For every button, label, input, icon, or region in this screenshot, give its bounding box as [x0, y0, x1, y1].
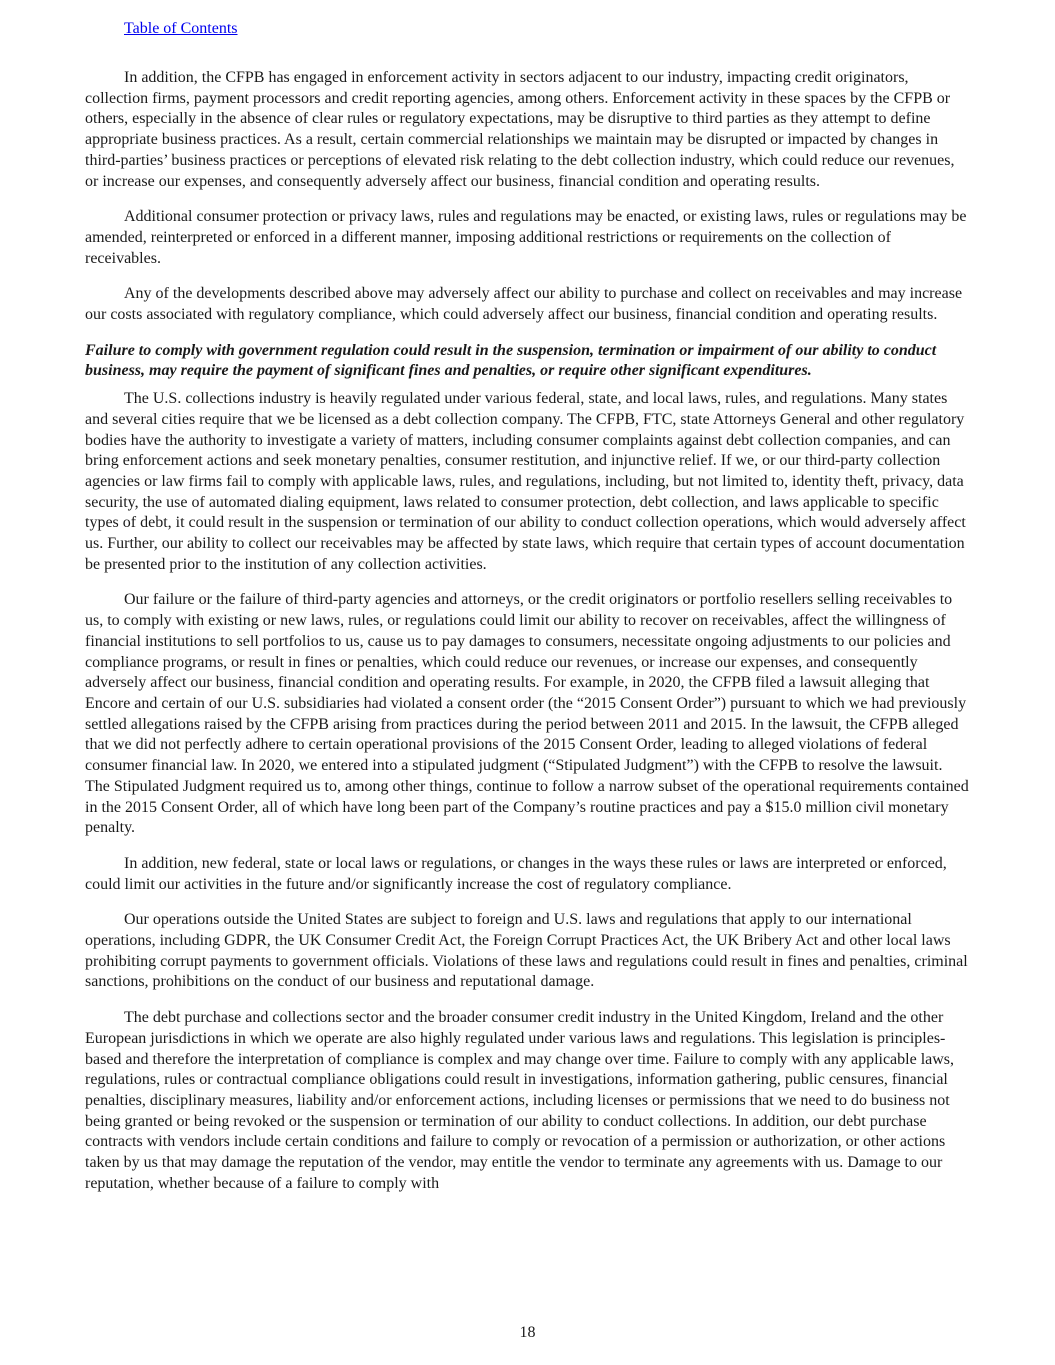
paragraph-developments: Any of the developments described above may adversely affect our ability to purchase and collect on receivables and may increase our costs associated with regulatory compliance, which could adversely affect our business, financial condition and operating results. [85, 285, 963, 324]
paragraph-cfpb-enforcement: In addition, the CFPB has engaged in enforcement activity in sectors adjacent to our industry, impacting credit originators, collection firms, payment processors and credit reporting agencies, among others. Enforcement activity in these spaces by the CFPB or others, especially in the absence of clear rules or regulatory expectations, may be disruptive to third parties as they attempt to define appropriate business practices. As a result, certain commercial relationships we maintain may be disrupted or impacted by changes in third-parties’ business practices or perceptions of elevated risk relating to the debt collection industry, which could reduce our revenues, or increase our expenses, and consequently adversely affect our business, financial condition and operating results. [85, 69, 955, 190]
table-of-contents-link[interactable]: Table of Contents [124, 20, 238, 37]
page-number: 18 [519, 1324, 536, 1341]
paragraph-additional-laws: Additional consumer protection or privacy laws, rules and regulations may be enacted, or existing laws, rules or regulations may be amended, reinterpreted or enforced in a different manner, imposing additional restrictions or requirements on the collection of receivables. [85, 208, 967, 267]
paragraph-european-regulation: The debt purchase and collections sector and the broader consumer credit industry in the United Kingdom, Ireland and the other European jurisdictions in which we operate are also highly regulated under various laws and regulations. This legislation is principles-based and therefore the interpretation of compliance is complex and may change over time. Failure to comply with any applicable laws, regulations, rules or contractual compliance obligations could result in investigations, information gathering, public censures, financial penalties, disciplinary measures, liability and/or enforcement actions, including licenses or permissions that we need to do business not being granted or being revoked or the suspension or termination of our ability to conduct collections. In addition, our debt purchase contracts with vendors include certain conditions and failure to comply or revocation of a permission or authorization, or other actions taken by us that may damage the reputation of the vendor, may entitle the vendor to terminate any agreements with us. Damage to our reputation, whether because of a failure to comply with [85, 1009, 955, 1192]
risk-factor-heading: Failure to comply with government regulation could result in the suspension, termination or impairment of our ability to conduct business, may require the payment of significant fines and penalties, or require other significant expenditures. [85, 341, 937, 380]
document-body [85, 68, 970, 1209]
paragraph-new-laws: In addition, new federal, state or local laws or regulations, or changes in the ways these rules or laws are interpreted or enforced, could limit our activities in the future and/or significantly increase the cost of regulatory compliance. [85, 854, 947, 893]
paragraph-us-regulation: The U.S. collections industry is heavily regulated under various federal, state, and local laws, rules, and regulations. Many states and several cities require that we be licensed as a debt collection company. The CFPB, FTC, state Attorneys General and other regulatory bodies have the authority to investigate a variety of matters, including consumer complaints against debt collection companies, and can bring enforcement actions and seek monetary penalties, consumer restitution, and injunctive relief. If we, or our third-party collection agencies or law firms fail to comply with applicable laws, rules, and regulations, including, but not limited to, identity theft, privacy, data security, the use of automated dialing equipment, laws related to consumer protection, debt collection, and laws applicable to specific types of debt, it could result in the suspension or termination of our ability to conduct collection operations, which would adversely affect us. Further, our ability to collect our receivables may be affected by state laws, which require that certain types of account documentation be presented prior to the institution of any collection activities. [85, 390, 966, 573]
paragraph-international-operations: Our operations outside the United States are subject to foreign and U.S. laws and regulations that apply to our international operations, including GDPR, the UK Consumer Credit Act, the Foreign Corrupt Practices Act, the UK Bribery Act and other local laws prohibiting corrupt payments to government officials. Violations of these laws and regulations could result in fines and penalties, criminal sanctions, prohibitions on the conduct of our business and reputational damage. [85, 911, 968, 991]
paragraph-compliance-failure: Our failure or the failure of third-party agencies and attorneys, or the credit originators or portfolio resellers selling receivables to us, to comply with existing or new laws, rules, or regulations could limit our ability to recover on receivables, affect the willingness of financial institutions to sell portfolios to us, cause us to pay damages to consumers, necessitate ongoing adjustments to our policies and compliance programs, or result in fines or penalties, which could reduce our revenues, or increase our expenses, and consequently adversely affect our business, financial condition and operating results. For example, in 2020, the CFPB filed a lawsuit alleging that Encore and certain of our U.S. subsidiaries had violated a consent order (the “2015 Consent Order”) pursuant to which we had previously settled allegations raised by the CFPB arising from practices during the period between 2011 and 2015. In the lawsuit, the CFPB alleged that we did not perfectly adhere to certain operational provisions of the 2015 Consent Order, leading to alleged violations of federal consumer financial law. In 2020, we entered into a stipulated judgment (“Stipulated Judgment”) with the CFPB to resolve the lawsuit. The Stipulated Judgment required us to, among other things, continue to follow a narrow subset of the operational requirements contained in the 2015 Consent Order, all of which have long been part of the Company’s routine practices and pay a $15.0 million civil monetary penalty. [85, 591, 969, 837]
